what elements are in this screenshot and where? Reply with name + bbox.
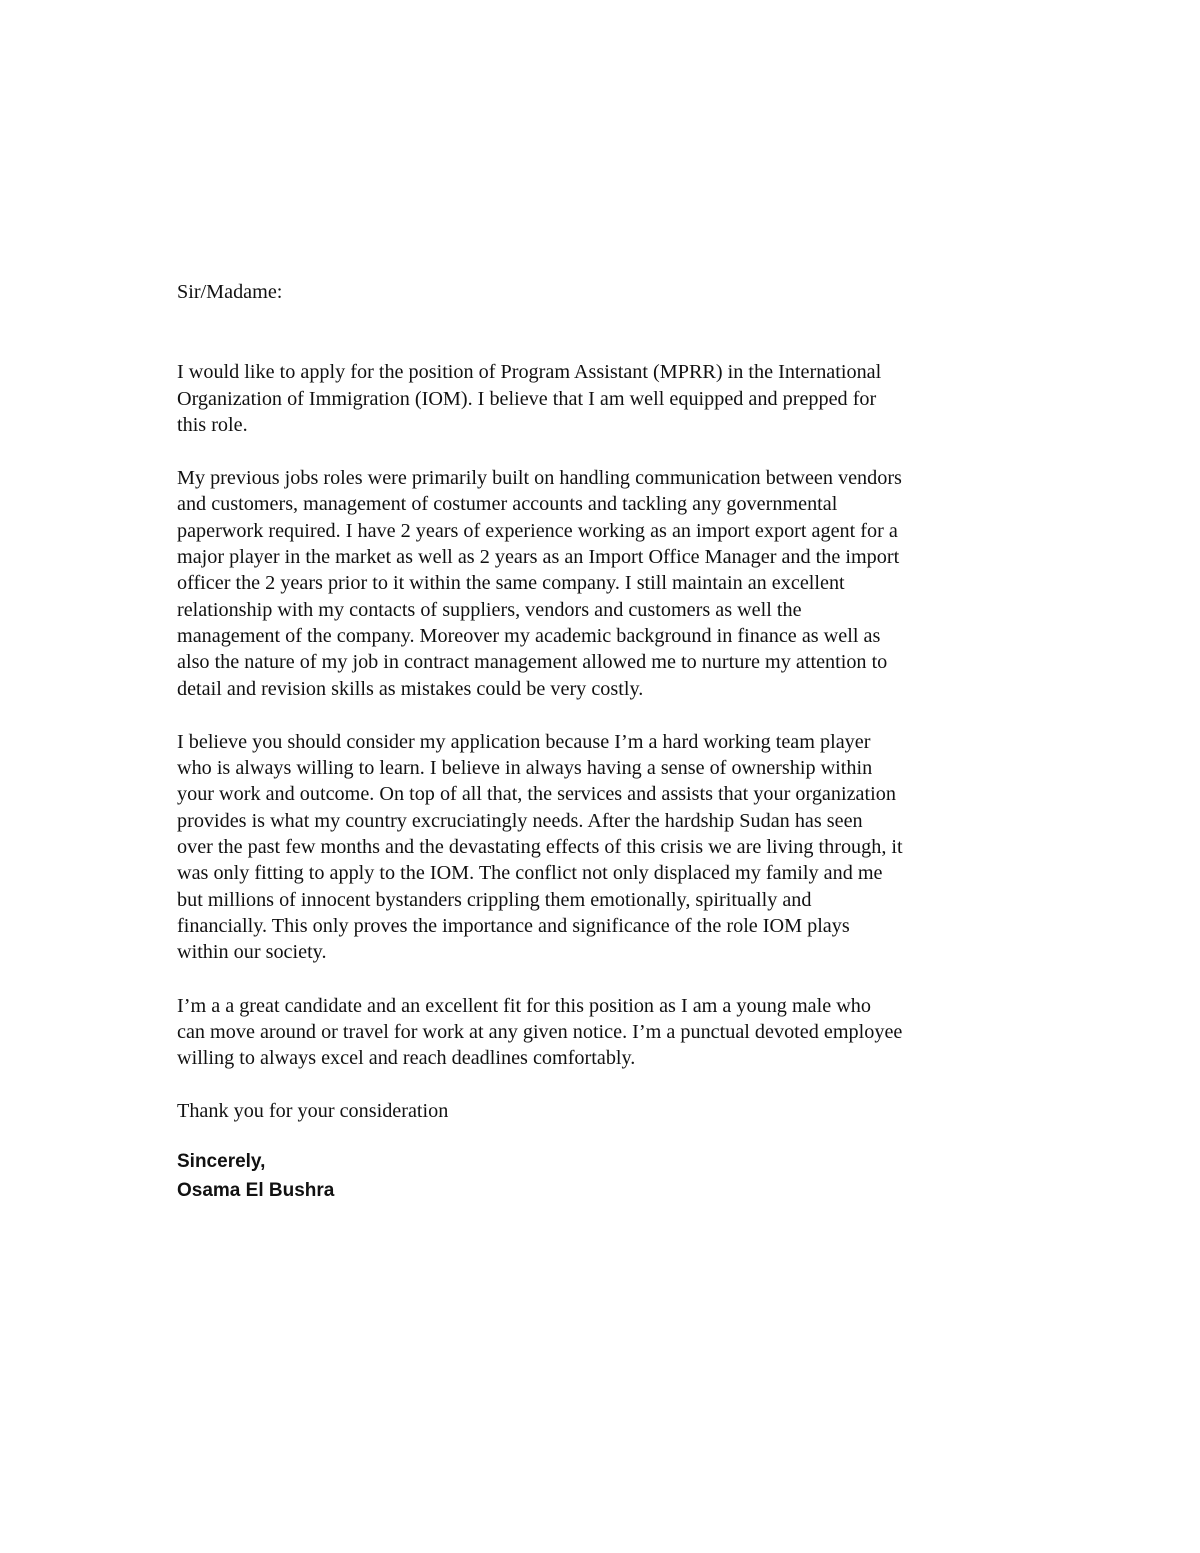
text-line: I’m a a great candidate and an excellent fit for this position as I am a young male who	[177, 994, 871, 1017]
text-line: Organization of Immigration (IOM). I believe that I am well equipped and prepped for	[177, 387, 877, 410]
text-line: willing to always excel and reach deadlines comfortably.	[177, 1047, 636, 1070]
text-line: who is always willing to learn. I believe in always having a sense of ownership within	[177, 757, 873, 780]
text-line: and customers, management of costumer accounts and tackling any governmental	[177, 493, 838, 516]
text-line: financially. This only proves the importance and significance of the role IOM plays	[177, 914, 850, 937]
text-line: officer the 2 years prior to it within the same company. I still maintain an excellent	[177, 572, 845, 595]
text-line: major player in the market as well as 2 years as an Import Office Manager and the import	[177, 546, 900, 569]
text-line: can move around or travel for work at any given notice. I’m a punctual devoted employee	[177, 1020, 903, 1043]
closing: Sincerely,	[177, 1150, 266, 1172]
salutation: Sir/Madame:	[177, 281, 283, 303]
signature-name: Osama El Bushra	[177, 1179, 335, 1201]
text-line: paperwork required. I have 2 years of experience working as an import export agent for a	[177, 519, 898, 542]
text-line: over the past few months and the devastating effects of this crisis we are living through, it	[177, 836, 903, 859]
text-line: was only fitting to apply to the IOM. The conflict not only displaced my family and me	[177, 862, 883, 885]
paragraph-experience	[177, 465, 1037, 702]
cover-letter	[177, 279, 1037, 1205]
text-line: your work and outcome. On top of all that, the services and assists that your organization	[177, 783, 896, 806]
text-line: detail and revision skills as mistakes could be very costly.	[177, 677, 644, 700]
text-line: I would like to apply for the position of Program Assistant (MPRR) in the International	[177, 361, 882, 384]
paragraph-application	[177, 359, 1037, 438]
text-line: management of the company. Moreover my academic background in finance as well as	[177, 624, 881, 647]
text-line: I believe you should consider my application because I’m a hard working team player	[177, 730, 871, 753]
thank-you-line: Thank you for your consideration	[177, 1100, 449, 1123]
text-line: this role.	[177, 413, 248, 436]
paragraph-motivation	[177, 729, 1037, 966]
text-line: My previous jobs roles were primarily built on handling communication between vendors	[177, 467, 902, 490]
text-line: but millions of innocent bystanders crippling them emotionally, spiritually and	[177, 888, 812, 911]
text-line: within our society.	[177, 941, 327, 964]
text-line: provides is what my country excruciatingly needs. After the hardship Sudan has seen	[177, 809, 863, 832]
paragraph-fit	[177, 993, 1037, 1072]
signoff	[177, 1147, 1037, 1205]
text-line: relationship with my contacts of suppliers, vendors and customers as well the	[177, 598, 802, 621]
text-line: also the nature of my job in contract management allowed me to nurture my attention to	[177, 651, 888, 674]
